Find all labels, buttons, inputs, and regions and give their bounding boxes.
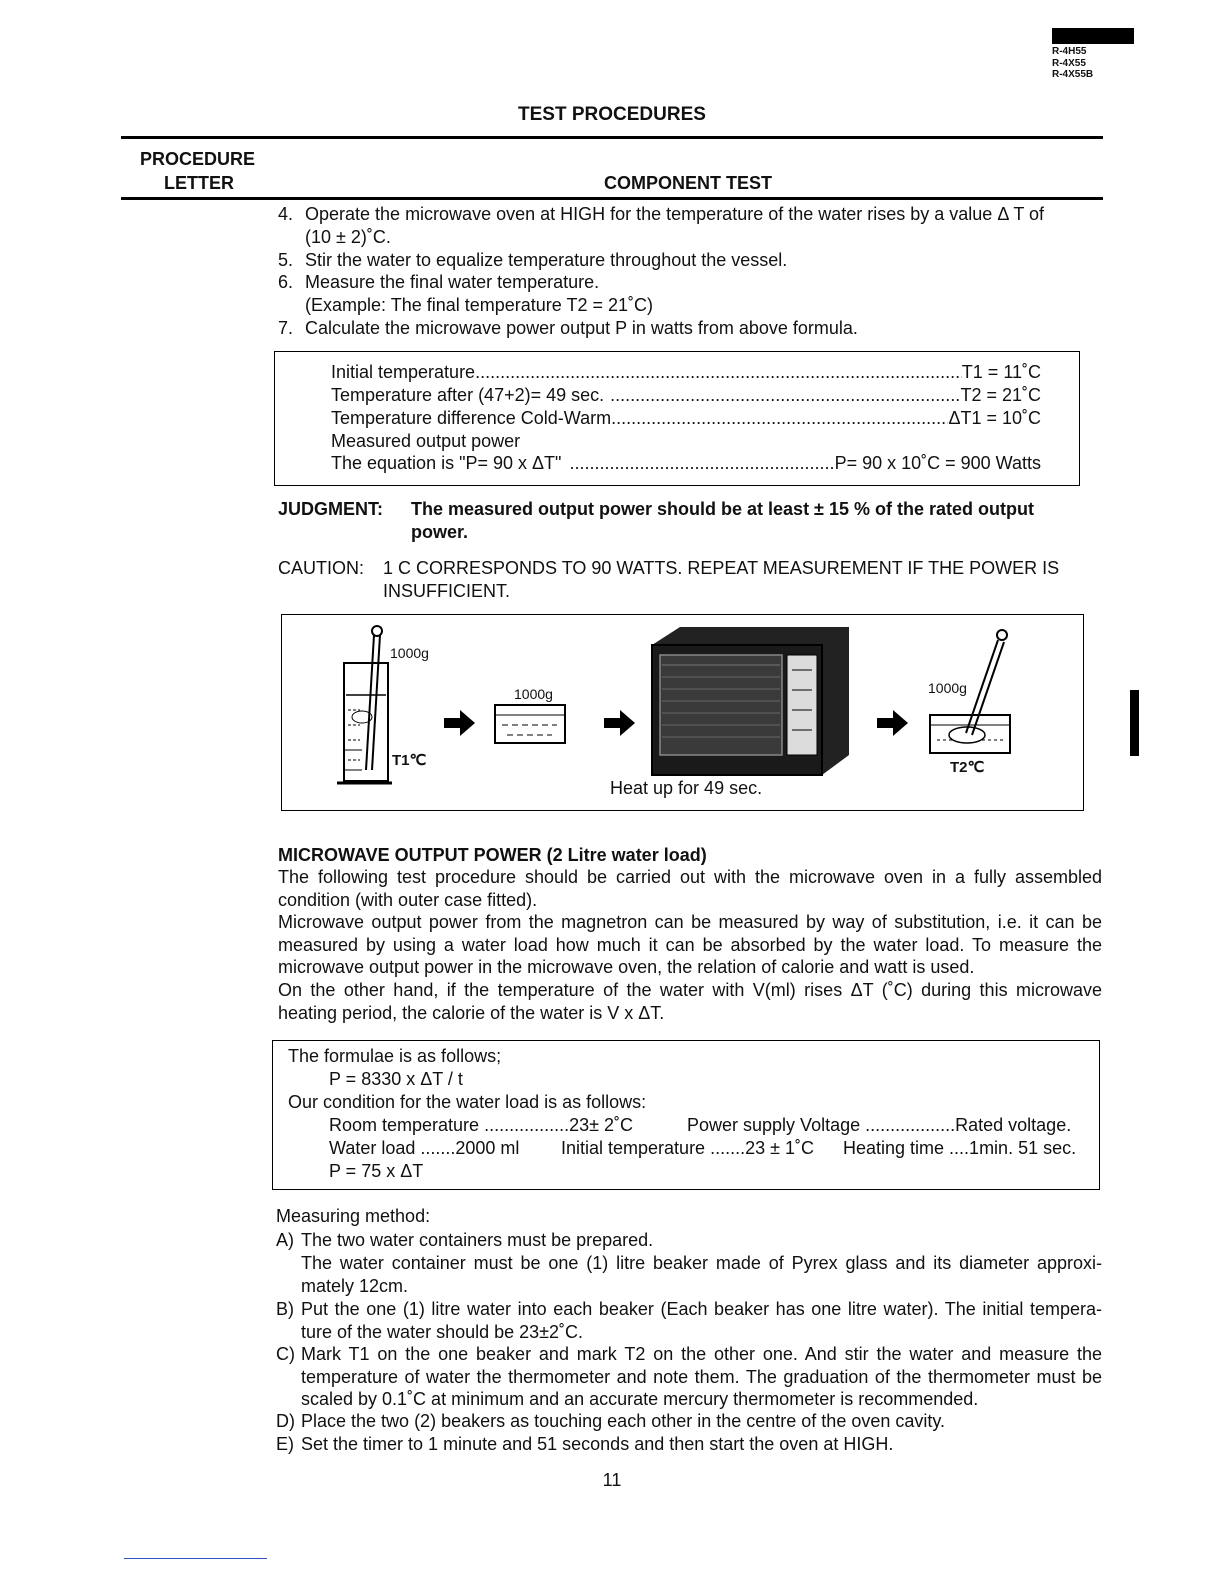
section-paragraph-1: The following test procedure should be carried out with the microwave oven in a fully assembled condition (with outer case fitted).	[278, 867, 1102, 910]
header-black-bar	[1052, 28, 1134, 44]
bottom-rule	[124, 1558, 267, 1559]
step-4: 4. Operate the microwave oven at HIGH for the temperature of the water rises by a value Δ T of	[278, 204, 1045, 224]
water-load: Water load .......2000 ml	[329, 1138, 520, 1158]
oven-illustration	[652, 627, 849, 775]
formula-line-2: P = 8330 x ΔT / t	[329, 1069, 463, 1089]
page-number: 11	[602, 1470, 622, 1490]
judgment-label: JUDGMENT:	[278, 499, 384, 519]
caution	[278, 558, 1060, 601]
measuring-title: Measuring method:	[276, 1206, 431, 1226]
measuring-item-d: D) Place the two (2) beakers as touching each other in the centre of the oven cavity.	[276, 1411, 946, 1431]
letter-label: LETTER	[164, 173, 234, 193]
formula-line-1: The formulae is as follows;	[288, 1046, 502, 1066]
header-rule	[121, 136, 1103, 139]
container-weight: 1000g	[514, 686, 553, 702]
calc-row-diff: Temperature difference Cold-Warm ..... ΔT1 = 10˚C	[331, 408, 1041, 429]
section-paragraph-2: Microwave output power from the magnetron can be measured by way of substitution, i.e. it can be measured by using a water load how much it can be absorbed by the water load. To measure the microwave output power in the microwave oven, the relation of calorie and watt is used.	[278, 912, 1102, 977]
measuring-item-e: E) Set the timer to 1 minute and 51 seconds and then start the oven at HIGH.	[276, 1434, 894, 1454]
step-6: 6. Measure the final water temperature.	[278, 272, 600, 292]
caution-label: CAUTION:	[278, 558, 365, 578]
model-2: R-4X55	[1052, 57, 1086, 69]
beaker-1-weight: 1000g	[390, 645, 429, 661]
power-supply: Power supply Voltage ..................Rated voltage.	[687, 1115, 1072, 1135]
section-heading: MICROWAVE OUTPUT POWER (2 Litre water load)	[278, 845, 707, 865]
caution-line1: 1 C CORRESPONDS TO 90 WATTS. REPEAT MEASUREMENT IF THE POWER IS	[383, 558, 1060, 578]
judgment-line2: power.	[411, 522, 469, 542]
formula-line-3: Our condition for the water load is as follows:	[288, 1092, 647, 1112]
calc-row-after: Temperature after (47+2)= 49 sec. ..... T2 = 21˚C	[331, 385, 1041, 406]
t2-label: T2℃	[950, 759, 985, 776]
formula-box	[272, 1040, 1100, 1190]
measuring-item-a: A) The two water containers must be prepared.	[276, 1230, 654, 1250]
procedure-label: PROCEDURE	[140, 149, 256, 169]
beaker-1-illustration	[337, 626, 392, 783]
measuring-item-b: B) Put the one (1) litre water into each beaker (Each beaker has one litre water). The initial tempera-ture of the water should be 23±2˚C.	[276, 1299, 1102, 1342]
calc-row-equation: The equation is "P= 90 x ΔT" ..... P= 90 x 10˚C = 900 Watts	[331, 453, 1041, 474]
measuring-item-a-detail: The water container must be one (1) litre beaker made of Pyrex glass and its diameter approxi-mately 12cm.	[301, 1253, 1102, 1296]
figure-box	[281, 614, 1084, 811]
calculation-box	[274, 351, 1080, 486]
arrow-3-icon	[877, 710, 908, 736]
model-1: R-4H55	[1052, 46, 1087, 57]
calc-row-initial: Initial temperature ..... T1 = 11˚C	[331, 362, 1041, 383]
beaker-2-weight: 1000g	[928, 680, 967, 696]
step-5: 5. Stir the water to equalize temperature throughout the vessel.	[278, 250, 788, 270]
column-header-rule	[121, 197, 1103, 200]
judgment	[278, 499, 1034, 542]
model-numbers	[1052, 46, 1093, 81]
caution-line2: INSUFFICIENT.	[383, 581, 511, 601]
calc-row-measured: Measured output power	[331, 431, 521, 451]
room-temperature: Room temperature .................23± 2˚C	[329, 1115, 633, 1135]
revision-bar	[1130, 690, 1139, 756]
initial-temperature: Initial temperature .......23 ± 1˚C	[561, 1138, 814, 1158]
measuring-item-c: C) Mark T1 on the one beaker and mark T2 on the other one. And stir the water and measure the temperature of water the thermometer and note them. The graduation of the thermometer must be scaled by 0.1˚C at minimum and an accurate mercury thermometer is recommended.	[276, 1344, 1102, 1409]
model-3: R-4X55B	[1052, 69, 1094, 80]
oven-caption: Heat up for 49 sec.	[610, 778, 763, 798]
formula-line-6: P = 75 x ΔT	[329, 1161, 424, 1181]
section-paragraph-3: On the other hand, if the temperature of the water with V(ml) rises ΔT (˚C) during this microwave heating period, the calorie of the water is V x ΔT.	[278, 980, 1102, 1023]
heating-time: Heating time ....1min. 51 sec.	[843, 1138, 1077, 1158]
page-title: TEST PROCEDURES	[518, 104, 706, 125]
step-4-cont: (10 ± 2)˚C.	[305, 227, 391, 247]
step-7: 7. Calculate the microwave power output P in watts from above formula.	[278, 318, 858, 338]
component-test-label: COMPONENT TEST	[604, 173, 773, 193]
judgment-line1: The measured output power should be at least ± 15 % of the rated output	[411, 499, 1034, 519]
step-6-example: (Example: The final temperature T2 = 21˚C)	[305, 295, 653, 315]
arrow-2-icon	[604, 710, 635, 736]
container-illustration	[495, 705, 565, 743]
t1-label: T1℃	[392, 752, 427, 769]
arrow-1-icon	[444, 710, 475, 736]
